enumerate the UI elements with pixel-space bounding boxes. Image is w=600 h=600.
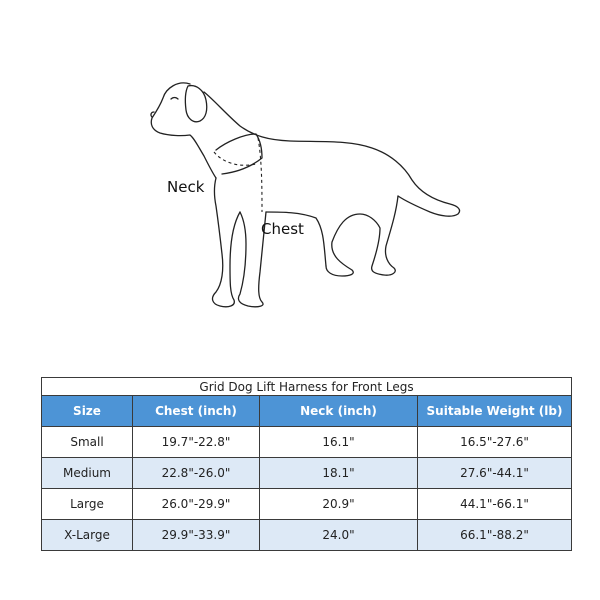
neck-measure-line — [214, 152, 256, 165]
header-chest: Chest (inch) — [133, 396, 260, 427]
cell-chest: 22.8"-26.0" — [133, 458, 260, 489]
cell-chest: 29.9"-33.9" — [133, 520, 260, 551]
cell-size: Medium — [42, 458, 133, 489]
cell-weight: 27.6"-44.1" — [418, 458, 572, 489]
header-neck: Neck (inch) — [260, 396, 418, 427]
cell-weight: 44.1"-66.1" — [418, 489, 572, 520]
cell-size: Large — [42, 489, 133, 520]
cell-neck: 18.1" — [260, 458, 418, 489]
dog-ear-outline — [185, 86, 206, 122]
cell-weight: 66.1"-88.2" — [418, 520, 572, 551]
dog-chest-front — [213, 178, 240, 307]
table-row — [42, 458, 572, 489]
header-weight: Suitable Weight (lb) — [418, 396, 572, 427]
size-chart-table — [41, 377, 572, 551]
table-caption-row — [42, 378, 572, 396]
harness-neck-strap — [216, 134, 262, 174]
cell-neck: 20.9" — [260, 489, 418, 520]
cell-neck: 24.0" — [260, 520, 418, 551]
neck-label: Neck — [167, 178, 205, 196]
dog-head-outline — [151, 83, 216, 178]
header-size: Size — [42, 396, 133, 427]
cell-chest: 19.7"-22.8" — [133, 427, 260, 458]
table-title: Grid Dog Lift Harness for Front Legs — [42, 378, 572, 396]
table-row — [42, 520, 572, 551]
table-header-row — [42, 396, 572, 427]
dog-eye — [171, 98, 178, 100]
chest-label: Chest — [261, 220, 304, 238]
table-row — [42, 489, 572, 520]
dog-back-outline — [204, 92, 460, 216]
cell-size: Small — [42, 427, 133, 458]
cell-neck: 16.1" — [260, 427, 418, 458]
cell-weight: 16.5"-27.6" — [418, 427, 572, 458]
dog-hind-leg — [326, 196, 398, 276]
cell-chest: 26.0"-29.9" — [133, 489, 260, 520]
table-row — [42, 427, 572, 458]
cell-size: X-Large — [42, 520, 133, 551]
